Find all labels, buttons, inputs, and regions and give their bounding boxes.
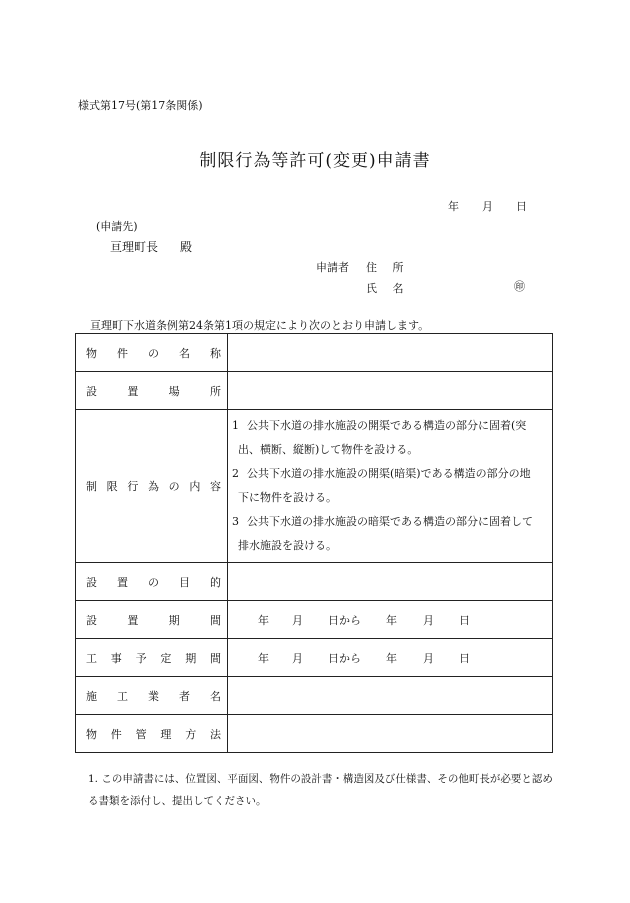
contractor-field[interactable] xyxy=(228,677,553,715)
restricted-action-field[interactable] xyxy=(228,410,553,563)
addressee-name: 亘理町長 xyxy=(110,240,159,254)
management-method-label: 物件管理方法 xyxy=(76,715,228,753)
install-period-dates: 年 月 日から 年 月 日 xyxy=(258,613,470,627)
table-row xyxy=(76,563,553,601)
attachment-note: 1. この申請書には、位置図、平面図、物件の設計書・構造図及び仕様書、その他町長が必要と認める書類を添付し、提出してください。 xyxy=(88,773,553,807)
install-period-field[interactable] xyxy=(228,601,553,639)
table-row xyxy=(76,334,553,372)
date-month-label: 月 xyxy=(482,200,493,213)
table-row xyxy=(76,601,553,639)
restricted-action-label: 制限行為の内容 xyxy=(76,410,228,563)
install-location-field[interactable] xyxy=(228,372,553,410)
applicant-name-label: 氏 名 xyxy=(366,282,410,295)
construction-period-field[interactable] xyxy=(228,639,553,677)
restricted-action-options xyxy=(228,410,552,562)
addressee-label: (申請先) xyxy=(96,220,138,233)
form-number: 様式第17号(第17条関係) xyxy=(78,99,203,112)
contractor-label: 施工業者名 xyxy=(76,677,228,715)
table-row xyxy=(76,639,553,677)
table-row xyxy=(76,715,553,753)
install-location-label: 設置場所 xyxy=(76,372,228,410)
management-method-field[interactable] xyxy=(228,715,553,753)
object-name-label: 物件の名称 xyxy=(76,334,228,372)
list-item: 2 公共下水道の排水施設の開渠(暗渠)である構造の部分の地 下に物件を設ける。 xyxy=(232,467,531,504)
construction-period-label: 工事予定期間 xyxy=(76,639,228,677)
date-year-label: 年 xyxy=(448,200,459,213)
applicant-label: 申請者 xyxy=(316,261,349,274)
list-item: 3 公共下水道の排水施設の暗渠である構造の部分に固着して 排水施設を設ける。 xyxy=(232,515,533,552)
object-name-field[interactable] xyxy=(228,334,553,372)
date-day-label: 日 xyxy=(516,200,527,213)
addressee-honorific: 殿 xyxy=(180,240,193,254)
seal-mark: ㊞ xyxy=(514,280,525,293)
table-row xyxy=(76,410,553,563)
intro-text: 亘理町下水道条例第24条第1項の規定により次のとおり申請します。 xyxy=(90,319,430,332)
application-table xyxy=(75,333,553,753)
install-purpose-field[interactable] xyxy=(228,563,553,601)
table-row xyxy=(76,677,553,715)
table-row xyxy=(76,372,553,410)
page-title: 制限行為等許可(変更)申請書 xyxy=(199,151,431,171)
applicant-address-label: 住 所 xyxy=(366,261,410,274)
install-purpose-label: 設置の目的 xyxy=(76,563,228,601)
install-period-label: 設置期間 xyxy=(76,601,228,639)
construction-period-dates: 年 月 日から 年 月 日 xyxy=(258,651,470,665)
list-item: 1 公共下水道の排水施設の開渠である構造の部分に固着(突 出、横断、縦断)して物件を設ける。 xyxy=(232,419,527,456)
